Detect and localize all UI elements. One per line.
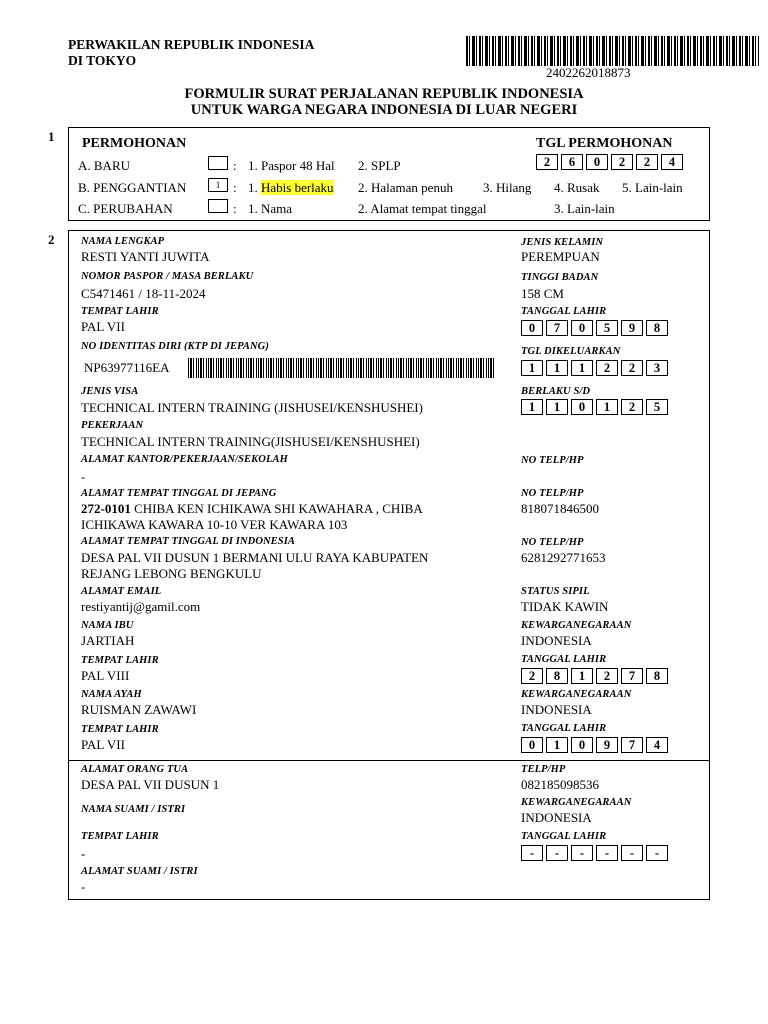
tanggal-lahir-ayah-digits <box>521 737 671 753</box>
date-digit: 0 <box>521 320 543 336</box>
alamat-jepang-line1 <box>81 501 423 517</box>
kewarganegaraan-ayah-value: INDONESIA <box>521 702 592 717</box>
status-sipil-label: STATUS SIPIL <box>521 586 590 597</box>
nama-ibu-value: JARTIAH <box>81 633 135 648</box>
date-digit: 7 <box>621 737 643 753</box>
nama-ibu-label: NAMA IBU <box>81 620 134 631</box>
date-digit: - <box>646 845 668 861</box>
no-telp-kantor-label: NO TELP/HP <box>521 455 584 466</box>
date-digit: 5 <box>596 320 618 336</box>
date-digit: 1 <box>571 668 593 684</box>
date-digit: 2 <box>536 154 558 170</box>
alamat-orang-tua-value: DESA PAL VII DUSUN 1 <box>81 777 220 792</box>
section2-number: 2 <box>48 232 55 247</box>
pekerjaan-label: PEKERJAAN <box>81 420 144 431</box>
nomor-paspor-label: NOMOR PASPOR / MASA BERLAKU <box>81 271 254 282</box>
date-digit: 4 <box>646 737 668 753</box>
date-digit: 1 <box>521 360 543 376</box>
alamat-indonesia-label: ALAMAT TEMPAT TINGGAL DI INDONESIA <box>81 536 296 547</box>
date-digit: 5 <box>646 399 668 415</box>
option-prefix: 1. <box>248 180 261 195</box>
row-c-colon: : <box>233 201 237 216</box>
postal-code: 272-0101 <box>81 501 131 516</box>
date-digit: 1 <box>546 399 568 415</box>
alamat-email-value: restiyantij@gamil.com <box>81 599 201 614</box>
nama-suami-istri-label: NAMA SUAMI / ISTRI <box>81 804 186 815</box>
date-digit: 2 <box>636 154 658 170</box>
tanggal-lahir-pasangan-digits <box>521 845 671 861</box>
option-paspor-48: 1. Paspor 48 Hal <box>248 158 335 173</box>
tanggal-lahir-ibu-label: TANGGAL LAHIR <box>521 654 607 665</box>
option-hilang: 3. Hilang <box>483 180 532 195</box>
date-digit: 9 <box>596 737 618 753</box>
option-nama: 1. Nama <box>248 201 293 216</box>
date-digit: 9 <box>621 320 643 336</box>
section1-heading: PERMOHONAN <box>82 136 187 151</box>
alamat-indonesia-line2: REJANG LEBONG BENGKULU <box>81 566 262 581</box>
date-digit: 8 <box>646 320 668 336</box>
no-telp-indonesia-value: 6281292771653 <box>521 550 606 565</box>
jenis-kelamin-label: JENIS KELAMIN <box>521 237 604 248</box>
alamat-indonesia-line1: DESA PAL VII DUSUN 1 BERMANI ULU RAYA KABUPATEN <box>81 550 429 565</box>
kewarganegaraan-ayah-label: KEWARGANEGARAAN <box>521 689 632 700</box>
alamat-jepang-label: ALAMAT TEMPAT TINGGAL DI JEPANG <box>81 488 277 499</box>
kewarganegaraan-ibu-label: KEWARGANEGARAAN <box>521 620 632 631</box>
tempat-lahir-label: TEMPAT LAHIR <box>81 306 159 317</box>
date-digit: 6 <box>561 154 583 170</box>
nama-lengkap-label: NAMA LENGKAP <box>81 236 165 247</box>
tgl-permohonan-digits <box>536 154 686 170</box>
date-digit: 0 <box>521 737 543 753</box>
tempat-lahir-pasangan-label: TEMPAT LAHIR <box>81 831 159 842</box>
row-b-label: B. PENGGANTIAN <box>78 180 187 195</box>
no-telp-jepang-label: NO TELP/HP <box>521 488 584 499</box>
tanggal-lahir-ibu-digits <box>521 668 671 684</box>
tempat-lahir-ibu-value: PAL VIII <box>81 668 130 683</box>
row-a-label: A. BARU <box>78 158 131 173</box>
section1-number: 1 <box>48 129 55 144</box>
alamat-suami-istri-value: - <box>81 879 86 894</box>
date-digit: 2 <box>596 668 618 684</box>
date-digit: 0 <box>571 737 593 753</box>
jenis-visa-value: TECHNICAL INTERN TRAINING (JISHUSEI/KENSHUSHEI) <box>81 400 423 415</box>
option-halaman-penuh: 2. Halaman penuh <box>358 180 453 195</box>
date-digit: 1 <box>596 399 618 415</box>
tanggal-lahir-ayah-label: TANGGAL LAHIR <box>521 723 607 734</box>
date-digit: - <box>621 845 643 861</box>
tinggi-badan-label: TINGGI BADAN <box>521 272 599 283</box>
kewarganegaraan-ibu-value: INDONESIA <box>521 633 592 648</box>
tgl-permohonan-label: TGL PERMOHONAN <box>536 136 673 151</box>
no-telp-jepang-value: 818071846500 <box>521 501 599 516</box>
alamat-email-label: ALAMAT EMAIL <box>81 586 162 597</box>
alamat-suami-istri-label: ALAMAT SUAMI / ISTRI <box>81 866 198 877</box>
date-digit: - <box>521 845 543 861</box>
date-digit: 8 <box>546 668 568 684</box>
no-telp-indonesia-label: NO TELP/HP <box>521 537 584 548</box>
tempat-lahir-ayah-value: PAL VII <box>81 737 125 752</box>
nama-ayah-label: NAMA AYAH <box>81 689 142 700</box>
date-digit: - <box>596 845 618 861</box>
date-digit: 2 <box>611 154 633 170</box>
alamat-kantor-value: - <box>81 469 86 484</box>
tgl-dikeluarkan-digits <box>521 360 671 376</box>
tempat-lahir-ayah-label: TEMPAT LAHIR <box>81 724 159 735</box>
date-digit: - <box>546 845 568 861</box>
tanggal-lahir-pasangan-label: TANGGAL LAHIR <box>521 831 607 842</box>
date-digit: 4 <box>661 154 683 170</box>
kewarganegaraan-pasangan-value: INDONESIA <box>521 810 592 825</box>
jenis-kelamin-value: PEREMPUAN <box>521 249 600 264</box>
date-digit: 3 <box>646 360 668 376</box>
nama-ayah-value: RUISMAN ZAWAWI <box>81 702 197 717</box>
date-digit: 8 <box>646 668 668 684</box>
status-sipil-value: TIDAK KAWIN <box>521 599 609 614</box>
tempat-lahir-value: PAL VII <box>81 319 125 334</box>
date-digit: 1 <box>571 360 593 376</box>
office-name-line1: PERWAKILAN REPUBLIK INDONESIA <box>68 37 315 52</box>
alamat-kantor-label: ALAMAT KANTOR/PEKERJAAN/SEKOLAH <box>81 454 288 465</box>
berlaku-label: BERLAKU S/D <box>521 386 591 397</box>
option-alamat-tinggal: 2. Alamat tempat tinggal <box>358 201 487 216</box>
date-digit: 1 <box>546 737 568 753</box>
date-digit: 2 <box>621 399 643 415</box>
id-barcode <box>188 358 495 378</box>
tempat-lahir-pasangan-value: - <box>81 846 86 861</box>
kewarganegaraan-pasangan-label: KEWARGANEGARAAN <box>521 797 632 808</box>
date-digit: - <box>571 845 593 861</box>
tanggal-lahir-digits <box>521 320 671 336</box>
option-habis-berlaku <box>248 180 334 196</box>
no-identitas-value: NP63977116EA <box>84 360 170 375</box>
alamat-orang-tua-label: ALAMAT ORANG TUA <box>81 764 189 775</box>
row-b-colon: : <box>233 180 237 195</box>
section-divider <box>68 760 710 761</box>
date-digit: 0 <box>571 399 593 415</box>
checkbox-baru[interactable] <box>208 156 228 170</box>
date-digit: 7 <box>546 320 568 336</box>
alamat-jepang-line2: ICHIKAWA KAWARA 10-10 VER KAWARA 103 <box>81 517 348 532</box>
pekerjaan-value: TECHNICAL INTERN TRAINING(JISHUSEI/KENSHUSHEI) <box>81 434 420 449</box>
option-rusak: 4. Rusak <box>554 180 600 195</box>
telp-orang-tua-label: TELP/HP <box>521 764 566 775</box>
jenis-visa-label: JENIS VISA <box>81 386 139 397</box>
no-identitas-label: NO IDENTITAS DIRI (KTP DI JEPANG) <box>81 341 269 352</box>
option-splp: 2. SPLP <box>358 158 401 173</box>
date-digit: 0 <box>586 154 608 170</box>
office-name-line2: DI TOKYO <box>68 53 137 68</box>
barcode-number: 2402262018873 <box>546 65 631 80</box>
tinggi-badan-value: 158 CM <box>521 286 564 301</box>
row-a-colon: : <box>233 158 237 173</box>
row-c-label: C. PERUBAHAN <box>78 201 173 216</box>
checkbox-penggantian[interactable]: 1 <box>208 178 228 192</box>
date-digit: 2 <box>521 668 543 684</box>
option-lain-lain: 5. Lain-lain <box>622 180 683 195</box>
nomor-paspor-value: C5471461 / 18-11-2024 <box>81 286 206 301</box>
telp-orang-tua-value: 082185098536 <box>521 777 599 792</box>
option-lain-lain-c: 3. Lain-lain <box>554 201 615 216</box>
date-digit: 2 <box>621 360 643 376</box>
nama-lengkap-value: RESTI YANTI JUWITA <box>81 249 210 264</box>
berlaku-digits <box>521 399 671 415</box>
date-digit: 7 <box>621 668 643 684</box>
form-title-line1: FORMULIR SURAT PERJALANAN REPUBLIK INDONESIA <box>184 86 584 102</box>
highlighted-option: Habis berlaku <box>261 180 334 195</box>
tempat-lahir-ibu-label: TEMPAT LAHIR <box>81 655 159 666</box>
address-text: CHIBA KEN ICHIKAWA SHI KAWAHARA , CHIBA <box>130 501 423 516</box>
tanggal-lahir-label: TANGGAL LAHIR <box>521 306 607 317</box>
date-digit: 1 <box>546 360 568 376</box>
date-digit: 2 <box>596 360 618 376</box>
date-digit: 1 <box>521 399 543 415</box>
form-barcode <box>466 36 759 66</box>
date-digit: 0 <box>571 320 593 336</box>
form-title-line2: UNTUK WARGA NEGARA INDONESIA DI LUAR NEGERI <box>190 102 578 118</box>
tgl-dikeluarkan-label: TGL DIKELUARKAN <box>521 346 621 357</box>
checkbox-perubahan[interactable] <box>208 199 228 213</box>
